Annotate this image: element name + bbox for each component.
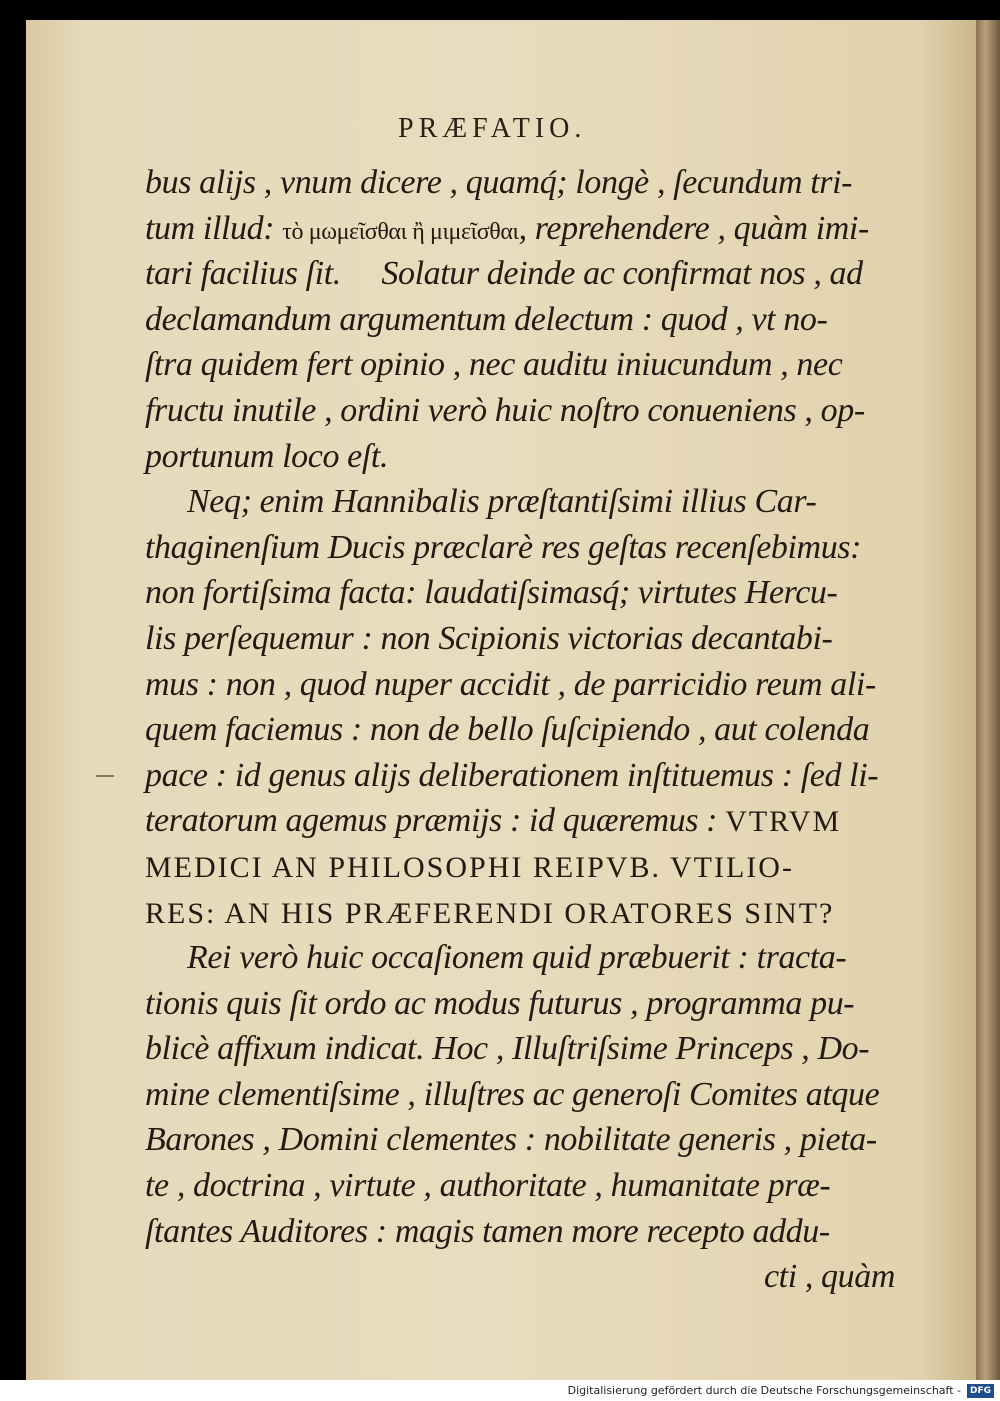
- text-line: ſtantes Auditores : magis tamen more recepto addu-: [145, 1212, 830, 1250]
- text-line: tari facilius ſit. Solatur deinde ac confirmat nos , ad: [145, 255, 863, 293]
- text-span: teratorum agemus præmiјs : id quæremus :: [145, 802, 718, 840]
- text-line: Neq; enim Hannibalis præſtantiſsimi illius Car-: [187, 483, 817, 521]
- margin-mark: [96, 775, 114, 777]
- text-line: portunum loco eſt.: [145, 437, 389, 475]
- caps-text: RES: AN HIS PRÆFERENDI ORATORES SINT?: [145, 896, 835, 930]
- text-line: Barones , Domini clementes : nobilitate generis , pieta-: [145, 1121, 877, 1159]
- text-line: declamandum argumentum delectum : quod , vt no-: [145, 300, 828, 338]
- text-line: te , doctrina , virtute , authoritate , humanitate præ-: [145, 1167, 831, 1205]
- caps-text: VTRVM: [725, 805, 842, 839]
- text-line: mus : non , quod nuper accidit , de parricidio reum ali-: [145, 665, 876, 703]
- caps-text: MEDICI AN PHILOSOPHI REIPVB. VTILIO-: [145, 850, 794, 884]
- footer-credit: [0, 1381, 1000, 1401]
- text-span: , reprehendere , quàm imi-: [518, 209, 869, 247]
- text-line: [145, 844, 935, 890]
- credit-text: Digitalisierung gefördert durch die Deutsche Forschungsgemeinschaft -: [567, 1384, 961, 1397]
- text-line: non fortiſsima facta: laudatiſsimasq́; virtutes Hercu-: [145, 574, 838, 612]
- body-text: [145, 160, 935, 1300]
- text-line: thaginenſium Ducis præclarè res geſtas recenſebimus:: [145, 528, 862, 566]
- text-line: tionis quis ſit ordo ac modus futurus , programma pu-: [145, 984, 855, 1022]
- text-line: [145, 798, 935, 844]
- text-line: [145, 890, 935, 936]
- greek-quote: τὸ μωμεῖσθαι ἢ μιμεῖσθαι: [282, 218, 519, 245]
- text-line: lis perſequemur : non Scipionis victorias decantabi-: [145, 619, 833, 657]
- text-span: tum illud:: [145, 209, 275, 247]
- text-line: ſtra quidem fert opinio , nec auditu iniucundum , nec: [145, 346, 843, 384]
- text-line: blicè affixum indicat. Hoc , Illuſtriſsime Princeps , Do-: [145, 1030, 870, 1068]
- text-line: fructu inutile , ordini verò huic noſtro conueniens , op-: [145, 391, 865, 429]
- running-title: PRÆFATIO.: [398, 113, 587, 144]
- text-line: [145, 206, 935, 252]
- catchword-line: cti , quàm: [763, 1258, 895, 1296]
- page-edge: [976, 20, 1000, 1380]
- dfg-logo-icon: DFG: [967, 1384, 994, 1398]
- text-line: Rei verò huic occaſionem quid præbuerit : tracta-: [187, 939, 847, 977]
- text-line: bus aliјs , vnum dicere , quamq́; longè , ſecundum tri-: [145, 164, 853, 201]
- text-line: pace : id genus aliјs deliberationem inſtituemus : ſed li-: [145, 756, 879, 794]
- text-line: mine clementiſsime , illuſtres ac generoſi Comites atque: [145, 1075, 880, 1113]
- text-line: quem faciemus : non de bello ſuſcipiendo , aut colenda: [145, 711, 870, 749]
